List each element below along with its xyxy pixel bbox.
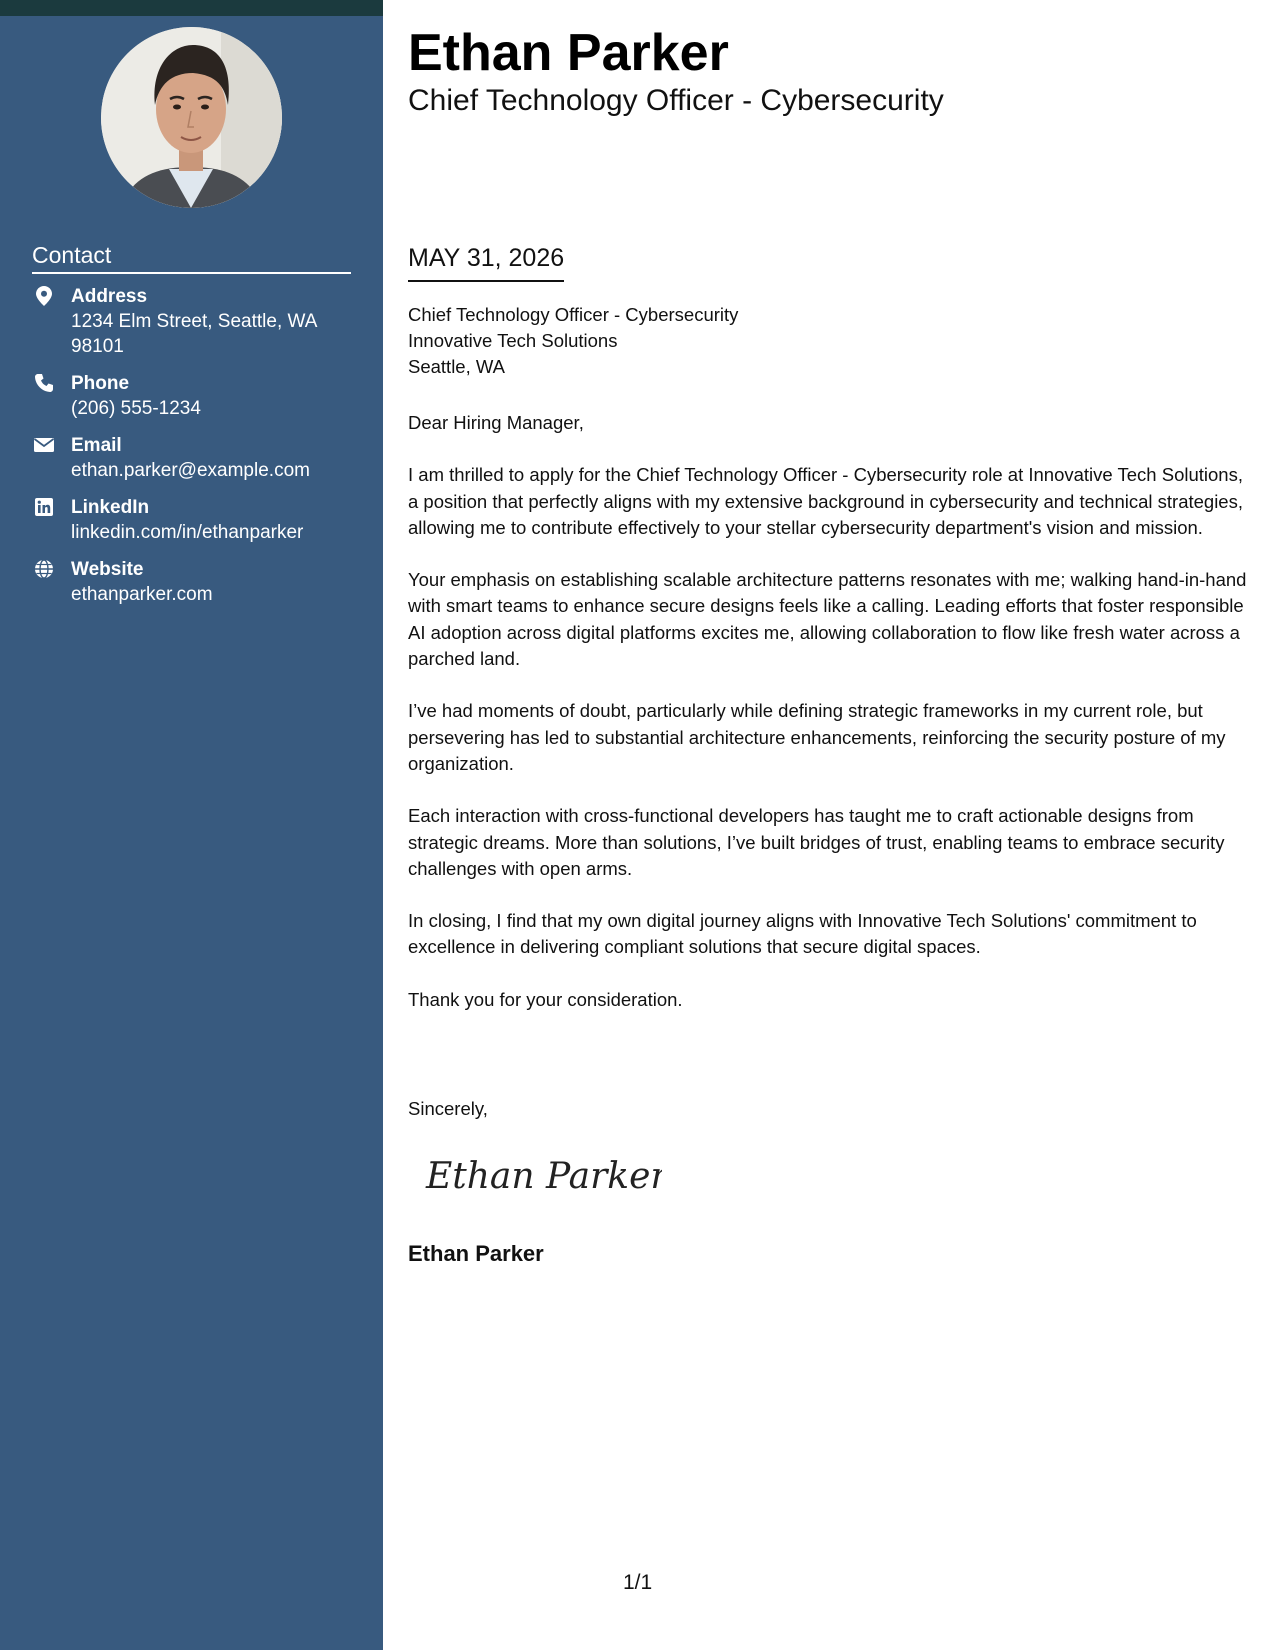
linkedin-icon [34,497,54,517]
body-paragraph: Each interaction with cross-functional developers has taught me to craft actionable designs from strategic dreams. More than solutions, I’ve built bridges of trust, enabling teams to embrace security challenges with open arms. [408,805,1225,879]
avatar [101,27,282,208]
recipient-block [408,302,738,380]
sidebar-top-bar [0,0,383,16]
body-paragraph: In closing, I find that my own digital journey aligns with Innovative Tech Solutions' commitment to excellence in delivering compliant solutions that secure digital spaces. [408,910,1197,958]
contact-heading: Contact [32,240,351,274]
globe-icon [34,559,54,579]
contact-item-linkedin [32,495,362,545]
recipient-line: Seattle, WA [408,356,505,377]
letter-body [408,410,1248,1039]
email-label: Email [71,435,122,456]
handwritten-signature [422,1148,662,1209]
email-value[interactable]: ethan.parker@example.com [71,460,310,481]
signed-name: Ethan Parker [408,1241,544,1266]
body-paragraph: I’ve had moments of doubt, particularly while defining strategic frameworks in my current role, but persevering has led to substantial architecture enhancements, reinforcing the security posture of my organization. [408,700,1226,774]
closing: Sincerely, [408,1098,488,1119]
contact-list [32,284,362,619]
recipient-line: Chief Technology Officer - Cybersecurity [408,304,739,325]
signature-text: Ethan Parker [426,1156,662,1197]
address-value: 1234 Elm Street, Seattle, WA 98101 [71,311,317,357]
salutation: Dear Hiring Manager, [408,412,584,433]
body-paragraph: Your emphasis on establishing scalable architecture patterns resonates with me; walking hand-in-hand with smart teams to enhance secure designs feels like a calling. Leading efforts that foster responsible AI adoption across digital platforms excites me, allowing collaboration to flow like fresh water across a parched land. [408,569,1247,670]
recipient-line: Innovative Tech Solutions [408,330,618,351]
applicant-title: Chief Technology Officer - Cybersecurity [408,84,944,117]
linkedin-value[interactable]: linkedin.com/in/ethanparker [71,522,304,543]
page-number: 1/1 [623,1571,653,1594]
letter-date: MAY 31, 2026 [408,242,564,282]
address-label: Address [71,286,148,307]
body-paragraph: I am thrilled to apply for the Chief Technology Officer - Cybersecurity role at Innovative Tech Solutions, a position that perfectly aligns with my extensive background in cybersecurity and technical strategies, allowing me to contribute effectively to your stellar cybersecurity department's vision and mission. [408,464,1243,538]
sidebar [0,0,383,1650]
phone-icon [34,373,54,393]
phone-value[interactable]: (206) 555-1234 [71,398,201,419]
contact-item-email [32,433,362,483]
map-pin-icon [34,286,54,306]
body-paragraph: Thank you for your consideration. [408,988,683,1010]
applicant-name: Ethan Parker [408,24,729,82]
website-label: Website [71,559,144,580]
contact-item-phone [32,371,362,421]
linkedin-label: LinkedIn [71,497,150,518]
website-value[interactable]: ethanparker.com [71,584,213,605]
phone-label: Phone [71,373,130,394]
contact-item-address [32,284,362,359]
envelope-icon [34,435,54,455]
contact-item-website [32,557,362,607]
